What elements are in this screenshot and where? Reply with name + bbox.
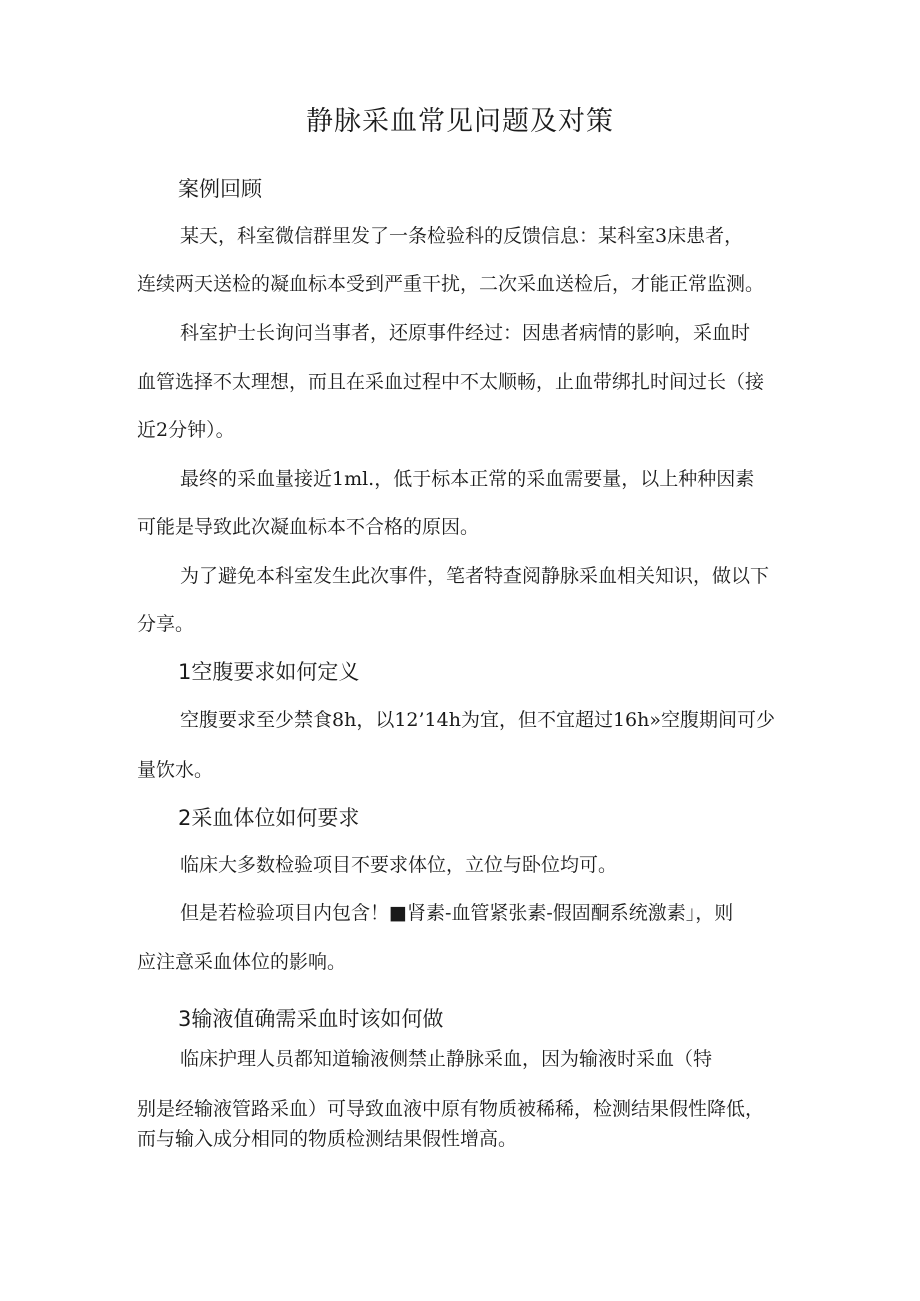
document-title: 静脉采血常见问题及对策 — [306, 106, 614, 137]
heading-fasting: 1空腹要求如何定义 — [178, 660, 360, 684]
paragraph-line: 临床护理人员都知道输液侧禁止静脉采血，因为输液时采血（特 — [180, 1048, 713, 1070]
paragraph-line: 为了避免本科室发生此次事件，笔者特查阅静脉采血相关知识，做以下 — [180, 565, 770, 587]
paragraph-line: 某天，科室微信群里发了一条检验科的反馈信息：某科室3床患者， — [180, 225, 744, 247]
heading-posture: 2采血体位如何要求 — [178, 806, 360, 830]
paragraph-line: 空腹要求至少禁食8h，以12’14h为宜，但不宜超过16h»空腹期间可少 — [180, 709, 775, 731]
paragraph-line: 近2分钟）。 — [137, 419, 235, 441]
heading-infusion: 3输液值确需采血时该如何做 — [178, 1007, 444, 1031]
paragraph-line: 应注意采血体位的影响。 — [137, 951, 347, 973]
paragraph-line: 可能是导致此次凝血标本不合格的原因。 — [137, 516, 480, 538]
paragraph-line: 科室护士长询问当事者，还原事件经过：因患者病情的影响，采血时 — [180, 322, 751, 344]
paragraph-line: 最终的采血量接近1ml.，低于标本正常的采血需要量，以上种种因素 — [180, 468, 755, 490]
paragraph-line: 血管选择不太理想，而且在采血过程中不太顺畅，止血带绑扎时间过长（接 — [137, 371, 765, 393]
paragraph-line: 而与输入成分相同的物质检测结果假性增高。 — [137, 1128, 518, 1150]
paragraph-line: 量饮水。 — [137, 759, 214, 781]
paragraph-line: 别是经输液管路采血）可导致血液中原有物质被稀稀，检测结果假性降低， — [137, 1098, 765, 1120]
paragraph-line: 分享。 — [137, 613, 195, 635]
paragraph-line: 连续两天送检的凝血标本受到严重干扰，二次采血送检后，才能正常监测。 — [137, 273, 765, 295]
paragraph-line: 临床大多数检验项目不要求体位，立位与卧位均可。 — [180, 854, 618, 876]
heading-case-review: 案例回顾 — [178, 177, 262, 201]
paragraph-line: 但是若检验项目内包含！■肾素-血管紧张素-假固酮系统激素」，则 — [180, 902, 734, 924]
